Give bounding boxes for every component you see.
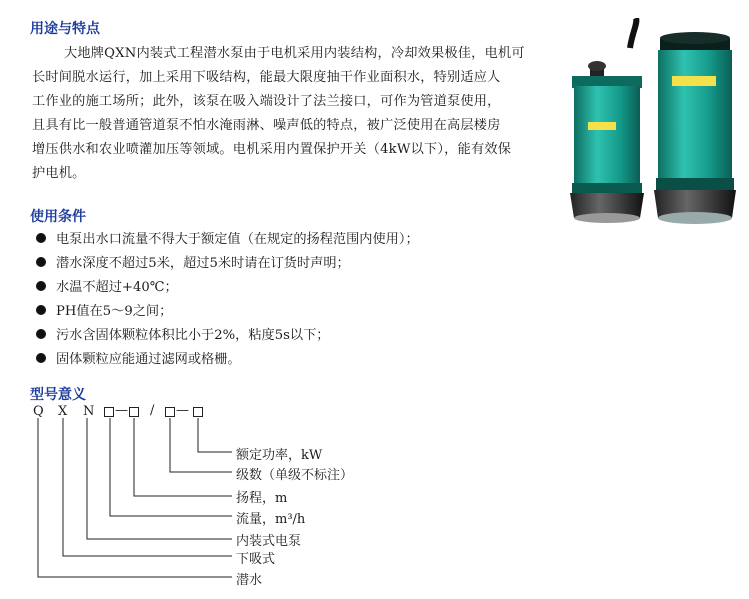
paragraph-line: 且具有比一般普通管道泵不怕水淹雨淋、噪声低的特点，被广泛使用在高层楼房 — [32, 118, 501, 133]
list-item: 电泵出水口流量不得大于额定值（在规定的扬程范围内使用）； — [56, 232, 419, 247]
list-item: PH值在5～9之间； — [56, 304, 173, 319]
section-heading-conditions: 使用条件 — [30, 209, 86, 225]
legend-item: 额定功率，kW — [236, 448, 323, 463]
list-item: 潜水深度不超过5米，超过5米时请在订货时声明； — [56, 256, 350, 271]
legend-item: 扬程，m — [236, 491, 288, 506]
code-letter-x: X — [58, 404, 68, 419]
list-item: 水温不超过+40℃； — [56, 280, 178, 295]
paragraph-line: 护电机。 — [32, 166, 86, 181]
paragraph-line: 大地牌QXN内装式工程潜水泵由于电机采用内装结构，冷却效果极佳，电机可 — [64, 46, 525, 61]
paragraph-line: 增压供水和农业喷灌加压等领域。电机采用内置保护开关（4kW以下），能有效保 — [32, 142, 512, 157]
legend-item: 内装式电泵 — [236, 534, 302, 549]
legend-item: 流量，m³/h — [236, 512, 306, 527]
legend-item: 下吸式 — [236, 552, 276, 567]
paragraph-line: 长时间脱水运行，加上采用下吸结构，能最大限度抽干作业面积水，特别适应人 — [32, 70, 501, 85]
section-heading-usage: 用途与特点 — [30, 21, 100, 37]
section-heading-model: 型号意义 — [30, 387, 86, 403]
code-letter-n: N — [83, 404, 95, 419]
list-item: 污水含固体颗粒体积比小于2%，粘度5s以下； — [56, 328, 330, 343]
code-dash: — — [115, 403, 128, 418]
legend-item: 潜水 — [236, 573, 263, 588]
code-dash: — — [176, 403, 189, 418]
list-item: 固体颗粒应能通过滤网或格栅。 — [56, 352, 241, 367]
code-slash: / — [150, 403, 155, 418]
legend-item: 级数（单级不标注） — [236, 468, 354, 483]
paragraph-line: 工作业的施工场所；此外，该泵在吸入端设计了法兰接口，可作为管道泵使用， — [32, 94, 501, 109]
code-letter-q: Q — [33, 404, 44, 419]
